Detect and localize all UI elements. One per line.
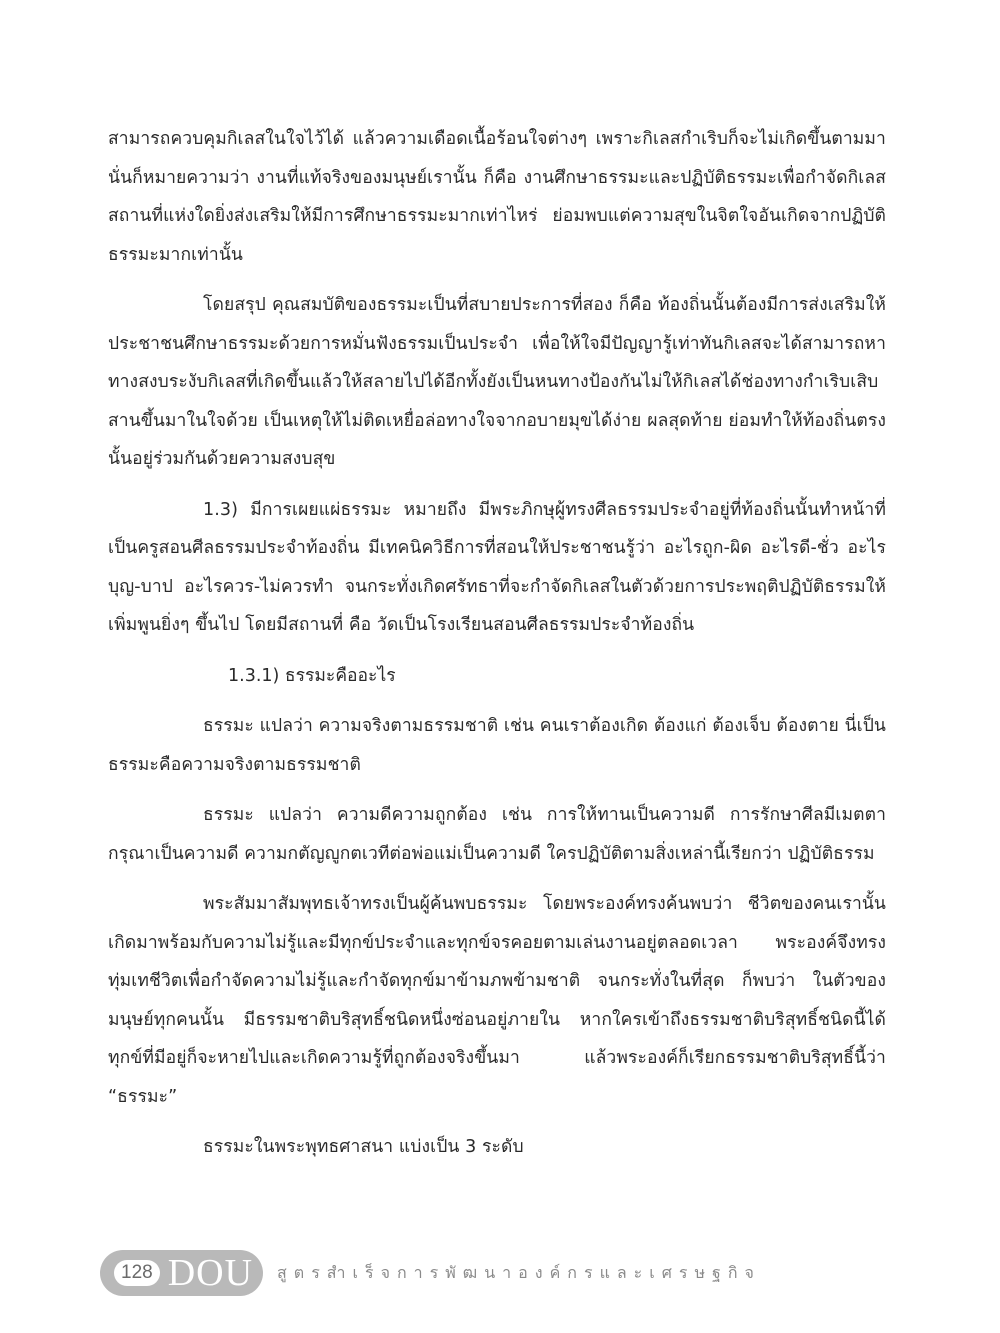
page-footer [100,1247,890,1299]
footer-tab [100,1250,263,1296]
paragraph-three-levels: ธรรมะในพระพุทธศาสนา แบ่งเป็น 3 ระดับ [203,1137,524,1157]
paragraph-summary: โดยสรุป คุณสมบัติของธรรมะเป็นที่สบายประการที่สอง ก็คือ ท้องถิ่นนั้นต้องมีการส่งเสริมให้ประชาชนศึกษาธรรมะด้วยการหมั่นฟังธรรมเป็นประจำ เพื่อให้ใจมีปัญญารู้เท่าทันกิเลสจะได้สามารถหาทางสงบระงับกิเลสที่เกิดขึ้นแล้วให้สลายไปได้อีกทั้งยังเป็นหนทางป้องกันไม่ให้กิเลสได้ช่องทางกำเริบเสิบสานขึ้นมาในใจด้วย เป็นเหตุให้ไม่ติดเหยื่อล่อทางใจจากอบายมุขได้ง่าย ผลสุดท้าย ย่อมทำให้ท้องถิ่นตรงนั้นอยู่ร่วมกันด้วยความสงบสุข [108,295,886,469]
paragraph-buddha-discovery: พระสัมมาสัมพุทธเจ้าทรงเป็นผู้ค้นพบธรรมะ โดยพระองค์ทรงค้นพบว่า ชีวิตของคนเรานั้นเกิดมาพร้อมกับความไม่รู้และมีทุกข์ประจำและทุกข์จรคอยตามเล่นงานอยู่ตลอดเวลา พระองค์จึงทรงทุ่มเทชีวิตเพื่อกำจัดความไม่รู้และกำจัดทุกข์มาข้ามภพข้ามชาติ จนกระทั่งในที่สุด ก็พบว่า ในตัวของมนุษย์ทุกคนนั้น มีธรรมชาติบริสุทธิ์ชนิดหนึ่งซ่อนอยู่ภายใน หากใครเข้าถึงธรรมชาติบริสุทธิ์ชนิดนี้ได้ ทุกข์ที่มีอยู่ก็จะหายไปและเกิดความรู้ที่ถูกต้องจริงขึ้นมา แล้วพระองค์ก็เรียกธรรมชาติบริสุทธิ์นี้ว่า “ธรรมะ” [108,894,886,1107]
brand-logo: DOU [167,1252,254,1294]
paragraph-continuation: สามารถควบคุมกิเลสในใจไว้ได้ แล้วความเดือดเนื้อร้อนใจต่างๆ เพราะกิเลสกำเริบก็จะไม่เกิดขึ้นตามมา นั่นก็หมายความว่า งานที่แท้จริงของมนุษย์เรานั้น ก็คือ งานศึกษาธรรมะและปฏิบัติธรรมะเพื่อกำจัดกิเลส สถานที่แห่งใดยิ่งส่งเสริมให้มีการศึกษาธรรมะมากเท่าไหร่ ย่อมพบแต่ความสุขในจิตใจอันเกิดจากปฏิบัติธรรมะมากเท่านั้น [108,129,886,265]
page-number: 128 [114,1260,160,1286]
course-title: สูตรสำเร็จการพัฒนาองค์กรและเศรษฐกิจ [277,1262,761,1282]
paragraph-dhamma-nature: ธรรมะ แปลว่า ความจริงตามธรรมชาติ เช่น คนเราต้องเกิด ต้องแก่ ต้องเจ็บ ต้องตาย นี่เป็นธรรมะคือความจริงตามธรรมชาติ [108,716,886,775]
paragraph-dhamma-goodness: ธรรมะ แปลว่า ความดีความถูกต้อง เช่น การให้ทานเป็นความดี การรักษาศีลมีเมตตากรุณาเป็นความดี ความกตัญญูกตเวทีต่อพ่อแม่เป็นความดี ใครปฏิบัติตามสิ่งเหล่านี้เรียกว่า ปฏิบัติธรรม [108,805,886,864]
paragraph-section-1-3: 1.3) มีการเผยแผ่ธรรมะ หมายถึง มีพระภิกษุผู้ทรงศีลธรรมประจำอยู่ที่ท้องถิ่นนั้นทำหน้าที่เป็นครูสอนศีลธรรมประจำท้องถิ่น มีเทคนิควิธีการที่สอนให้ประชาชนรู้ว่า อะไรถูก-ผิด อะไรดี-ชั่ว อะไรบุญ-บาป อะไรควร-ไม่ควรทำ จนกระทั่งเกิดศรัทธาที่จะกำจัดกิเลสในตัวด้วยการประพฤติปฏิบัติธรรมให้เพิ่มพูนยิ่งๆ ขึ้นไป โดยมีสถานที่ คือ วัดเป็นโรงเรียนสอนศีลธรรมประจำท้องถิ่น [108,499,886,635]
page-body [108,120,886,1179]
subsection-heading: 1.3.1) ธรรมะคืออะไร [228,665,396,686]
